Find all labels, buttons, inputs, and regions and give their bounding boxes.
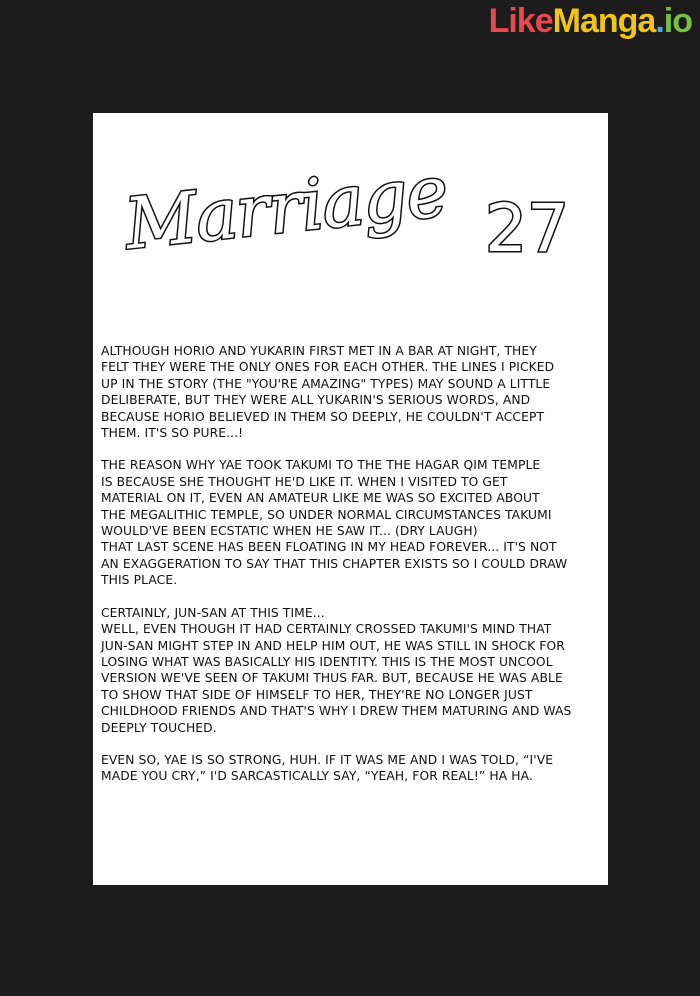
afterword-text: [101, 343, 601, 801]
chapter-title-graphic: [113, 151, 593, 261]
site-watermark-logo: [489, 2, 692, 41]
chapter-title-word: Marriage: [121, 151, 451, 261]
paragraph-4: EVEN SO, YAE IS SO STRONG, HUH. IF IT WAS ME AND I WAS TOLD, “I'VE MADE YOU CRY,” I'D SARCASTICALLY SAY, “YEAH, FOR REAL!” HA HA.: [101, 752, 554, 784]
watermark-part-io: io: [663, 2, 692, 40]
watermark-part-dot: .: [655, 2, 664, 40]
watermark-part-manga: Manga: [552, 2, 656, 40]
chapter-title-number: 27: [485, 190, 569, 261]
paragraph-1: ALTHOUGH HORIO AND YUKARIN FIRST MET IN A BAR AT NIGHT, THEY FELT THEY WERE THE ONLY ONES FOR EACH OTHER. THE LINES I PICKED UP IN THE STORY (THE "YOU'RE AMAZING" TYPES) MAY SOUND A LITTLE DELIBERATE, BUT THEY WERE ALL YUKARIN'S SERIOUS WORDS, AND BECAUSE HORIO BELIEVED IN THEM SO DEEPLY, HE COULDN'T ACCEPT THEM. IT'S SO PURE...!: [101, 344, 555, 441]
paragraph-3: CERTAINLY, JUN-SAN AT THIS TIME... WELL, EVEN THOUGH IT HAD CERTAINLY CROSSED TAKUMI'S MIND THAT JUN-SAN MIGHT STEP IN AND HELP HIM OUT, HE WAS STILL IN SHOCK FOR LOSING WHAT WAS BASICALLY HIS IDENTITY. THIS IS THE MOST UNCOOL VERSION WE'VE SEEN OF TAKUMI THUS FAR. BUT, BECAUSE HE WAS ABLE TO SHOW THAT SIDE OF HIMSELF TO HER, THEY'RE NO LONGER JUST CHILDHOOD FRIENDS AND THAT'S WHY I DREW THEM MATURING AND WAS DEEPLY TOUCHED.: [101, 605, 572, 735]
watermark-part-like: Like: [488, 2, 553, 40]
chapter-title: [113, 151, 593, 261]
manga-page: [93, 113, 608, 885]
paragraph-2: THE REASON WHY YAE TOOK TAKUMI TO THE THE HAGAR QIM TEMPLE IS BECAUSE SHE THOUGHT HE'D LIKE IT. WHEN I VISITED TO GET MATERIAL ON IT, EVEN AN AMATEUR LIKE ME WAS SO EXCITED ABOUT THE MEGALITHIC TEMPLE, SO UNDER NORMAL CIRCUMSTANCES TAKUMI WOULD'VE BEEN ECSTATIC WHEN HE SAW IT... (DRY LAUGH) THAT LAST SCENE HAS BEEN FLOATING IN MY HEAD FOREVER... IT'S NOT AN EXAGGERATION TO SAY THAT THIS CHAPTER EXISTS SO I COULD DRAW THIS PLACE.: [101, 458, 568, 588]
